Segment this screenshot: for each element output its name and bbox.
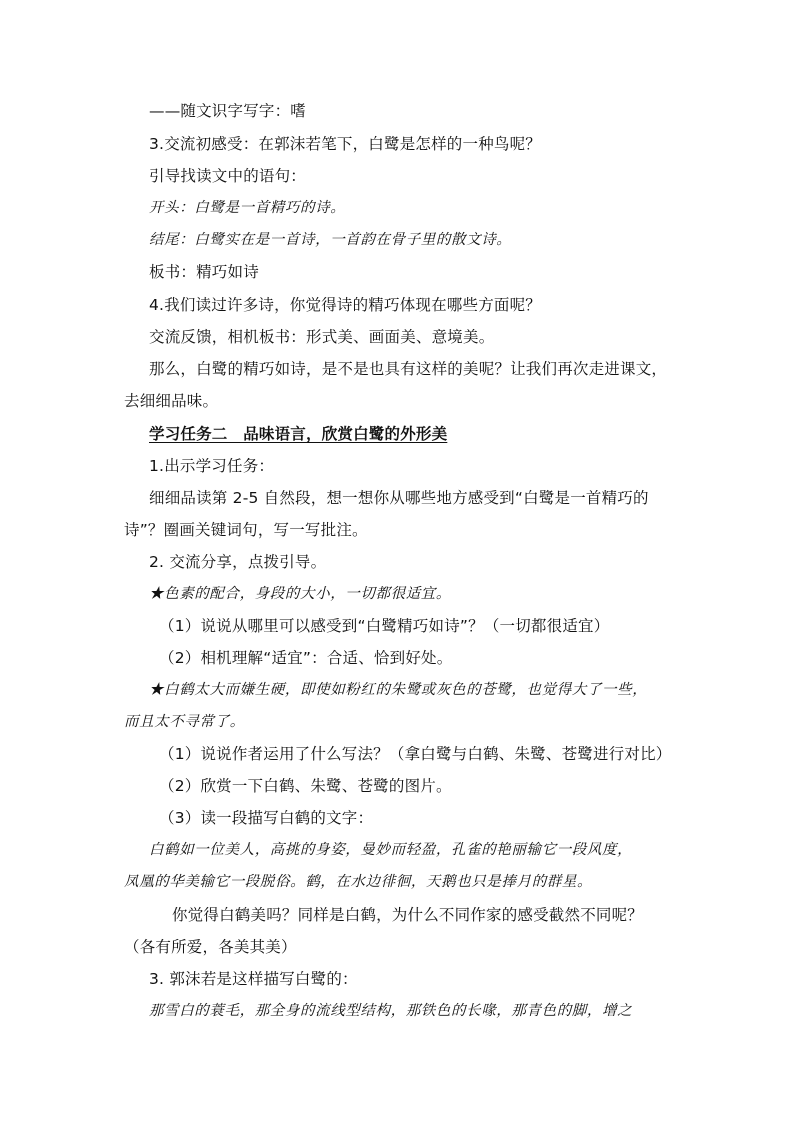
text-line-crane-quote: 白鹤如一位美人，高挑的身姿，曼妙而轻盈，孔雀的艳丽输它一段风度， — [149, 842, 633, 858]
text-line-opening-quote: 开头：白鹭是一首精巧的诗。 — [149, 200, 346, 216]
text-line-transition-end: 去细细品味。 — [124, 392, 219, 410]
text-line-task-detail-end: 诗”？圈画关键词句，写一写批注。 — [124, 521, 368, 539]
text-line-task-detail: 细细品读第 2-5 自然段，想一想你从哪些地方感受到“白鹭是一首精巧的 — [149, 489, 649, 507]
text-line-transition: 那么，白鹭的精巧如诗，是不是也具有这样的美呢？让我们再次走进课文， — [149, 360, 668, 378]
text-line-star-2: ★白鹤太大而嫌生硬，即使如粉红的朱鹭或灰色的苍鹭，也觉得大了一些， — [149, 682, 648, 698]
text-line-crane-answer: （各有所爱，各美其美） — [124, 938, 297, 956]
text-line-star-2-q1: （1）说说作者运用了什么写法？（拿白鹭与白鹤、朱鹭、苍鹭进行对比） — [159, 745, 672, 763]
text-line-star-1: ★色素的配合，身段的大小，一切都很适宜。 — [149, 586, 451, 602]
text-line-star-2-end: 而且太不寻常了。 — [124, 714, 245, 730]
text-line-crane-quote-end: 凤凰的华美输它一段脱俗。鹤，在水边徘徊，天鹅也只是捧月的群星。 — [124, 874, 593, 890]
text-line-star-1-q2: （2）相机理解“适宜”：合适、恰到好处。 — [159, 649, 453, 667]
text-line-guide: 引导找读文中的语句： — [149, 167, 307, 185]
text-line-step-3-guo: 3. 郭沫若是这样描写白鹭的： — [149, 970, 358, 988]
text-line-step-4: 4.我们读过许多诗，你觉得诗的精巧体现在哪些方面呢？ — [149, 296, 541, 314]
text-line-task-1: 1.出示学习任务： — [149, 457, 275, 475]
text-line-star-2-q3: （3）读一段描写白鹤的文字： — [159, 809, 374, 827]
text-line-crane-question: 你觉得白鹤美吗？同样是白鹤，为什么不同作家的感受截然不同呢？ — [172, 906, 644, 924]
text-line-suiwen: ——随文识字写字：嗜 — [149, 102, 307, 120]
section-heading-task-2: 学习任务二 品味语言，欣赏白鹭的外形美 — [149, 425, 448, 443]
text-line-star-2-q2: （2）欣赏一下白鹤、朱鹭、苍鹭的图片。 — [159, 777, 452, 795]
text-line-board-1: 板书：精巧如诗 — [149, 263, 259, 281]
text-line-star-1-q1: （1）说说从哪里可以感受到“白鹭精巧如诗”？（一切都很适宜） — [159, 617, 610, 635]
text-line-step-3: 3.交流初感受：在郭沫若笔下，白鹭是怎样的一种鸟呢？ — [149, 135, 541, 153]
text-line-task-2: 2. 交流分享，点拨引导。 — [149, 553, 327, 571]
text-line-feedback: 交流反馈，相机板书：形式美、画面美、意境美。 — [149, 328, 495, 346]
text-line-egret-quote: 那雪白的蓑毛，那全身的流线型结构，那铁色的长喙，那青色的脚，增之 — [149, 1003, 633, 1019]
text-line-ending-quote: 结尾：白鹭实在是一首诗，一首韵在骨子里的散文诗。 — [149, 232, 512, 248]
